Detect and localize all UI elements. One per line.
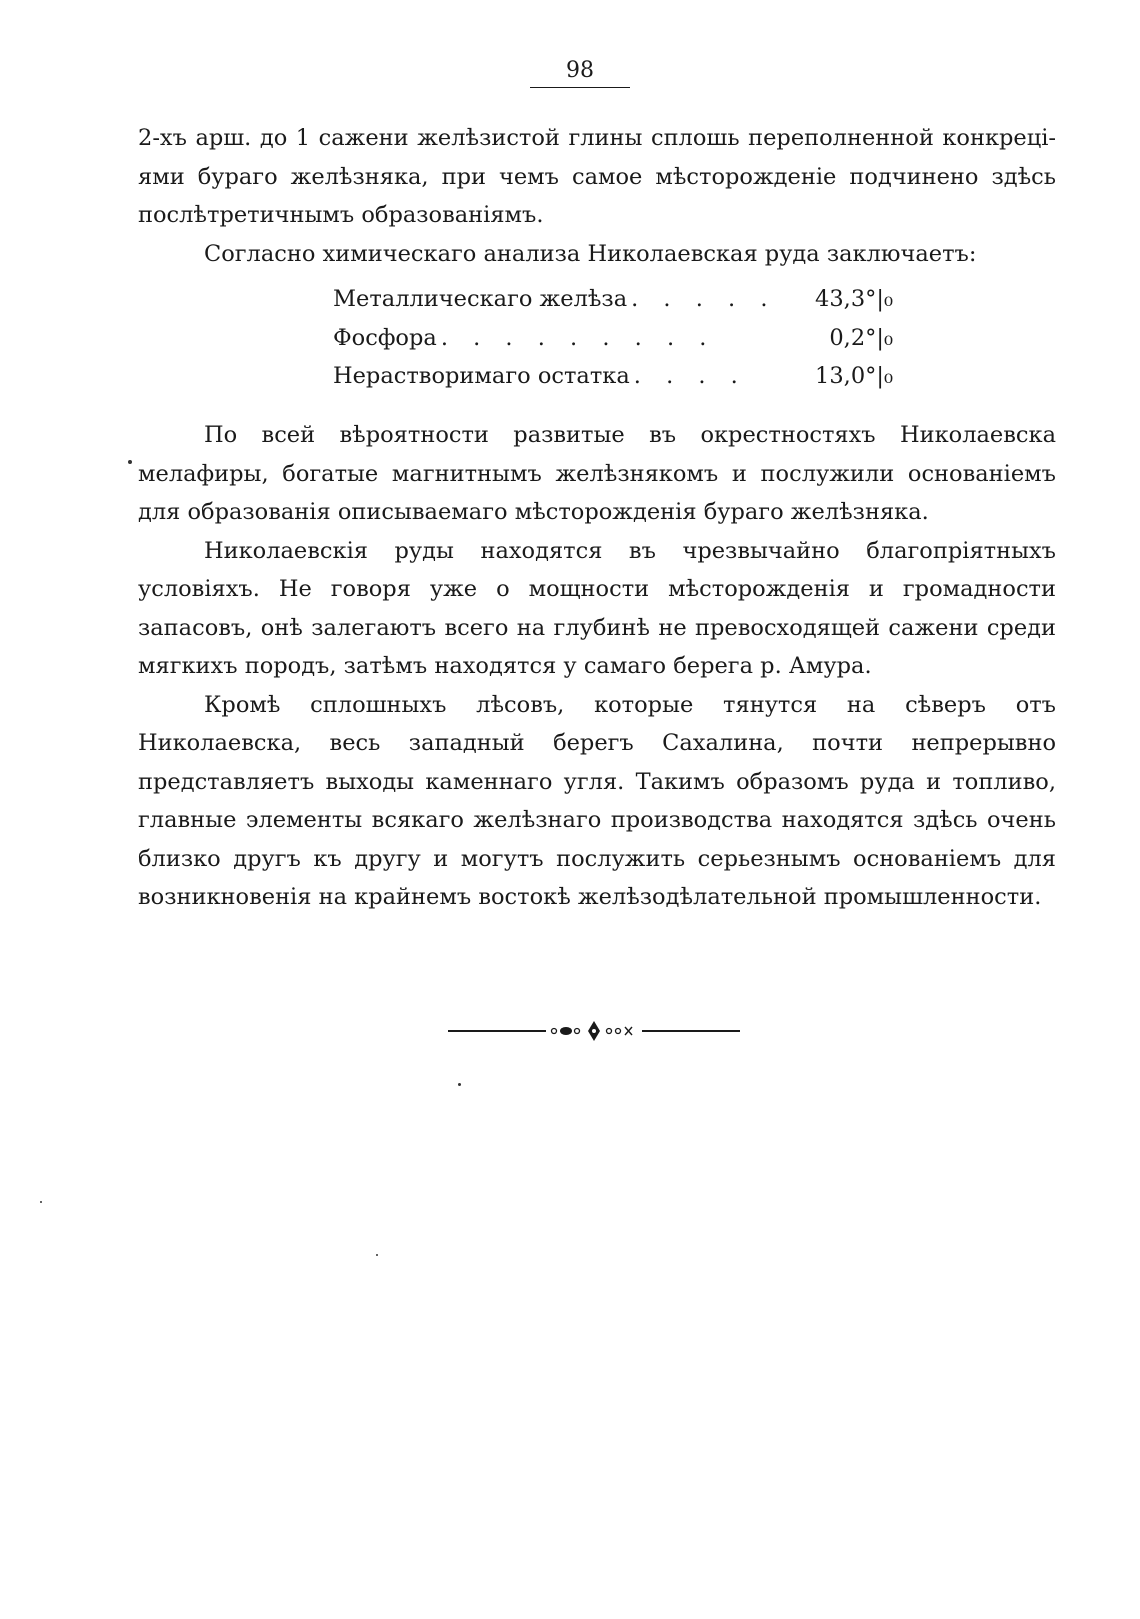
composition-label: Нерастворимаго остатка <box>333 363 630 389</box>
composition-label: Фосфора <box>333 324 437 351</box>
paper-speck <box>40 1201 42 1203</box>
decorative-divider <box>448 1020 740 1042</box>
composition-value: 43,3°|₀ <box>815 286 893 312</box>
analysis-sentence: Согласно химическаго анализа Николаевская руда заключаетъ: <box>204 240 977 267</box>
composition-value: 13,0°|₀ <box>815 363 893 389</box>
decorative-divider-icon <box>546 1020 642 1042</box>
ore-composition-table <box>333 280 893 396</box>
composition-row <box>333 319 893 358</box>
intro-line-2: ями бураго желѣзняка, при чемъ самое мѣсторожденіе подчинено здѣсь <box>138 163 1056 190</box>
composition-leader-dots: . . . . . <box>631 286 777 312</box>
page-number: 98 <box>530 58 630 88</box>
composition-row <box>333 280 893 319</box>
intro-text <box>138 119 1056 273</box>
divider-line-right <box>642 1030 740 1032</box>
composition-leader-dots: . . . . . . . . . <box>440 324 716 351</box>
intro-line-1: 2-хъ арш. до 1 сажени желѣзистой глины сплошь переполненной конкрецi- <box>138 125 1056 151</box>
composition-value: 0,2°|₀ <box>829 324 893 351</box>
composition-row <box>333 357 893 396</box>
paragraph-coal: Кромѣ сплошныхъ лѣсовъ, которые тянутся на сѣверъ отъ Николаевска, весь западный берегъ Сахалина, почти непрерывно представляетъ выходы каменнаго угля. Такимъ образомъ руда и топливо, главные элементы всякаго желѣзнаго производства находятся здѣсь очень близко другъ къ другу и могутъ послужить серьезнымъ основаніемъ для возникновенія на крайнемъ востокѣ желѣзодѣлательной промышленности. <box>138 691 1056 910</box>
composition-leader-dots: . . . . <box>633 363 747 389</box>
paper-speck <box>128 460 132 464</box>
paper-speck <box>458 1083 461 1086</box>
paper-speck <box>376 1254 378 1256</box>
composition-label: Металлическаго желѣза <box>333 286 628 312</box>
body-text <box>138 416 1056 917</box>
paragraph-melaphyres: По всей вѣроятности развитые въ окрестностяхъ Николаевска мелафиры, богатые магнитнымъ желѣзнякомъ и послужили основаніемъ для образованія описываемаго мѣсторожденія бураго желѣзняка. <box>138 422 1056 525</box>
paragraph-conditions: Николаевскія руды находятся въ чрезвычайно благопріятныхъ условіяхъ. Не говоря уже о мощности мѣсторожденія и громадности запасовъ, онѣ залегаютъ всего на глубинѣ не превосходящей сажени среди мягкихъ породъ, затѣмъ находятся у самаго берега р. Амура. <box>138 537 1056 679</box>
divider-line-left <box>448 1030 546 1032</box>
intro-line-3: послѣтретичнымъ образованіямъ. <box>138 202 544 228</box>
